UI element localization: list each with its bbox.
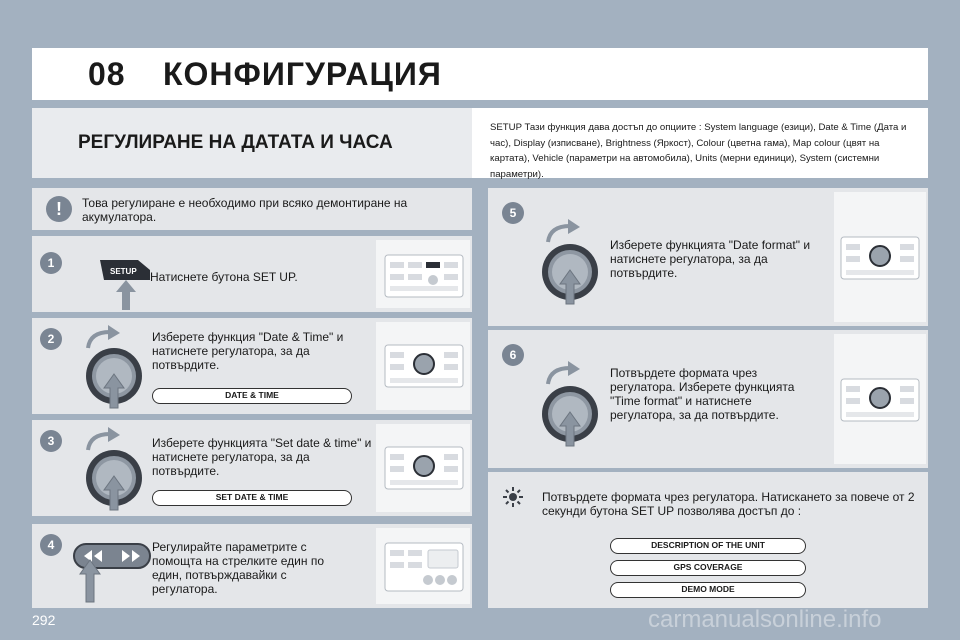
warning-icon: ! xyxy=(46,196,72,222)
info-panel xyxy=(488,472,928,608)
step-5-image xyxy=(834,192,926,322)
step-6-image xyxy=(834,334,926,464)
radio-panel-icon xyxy=(840,378,920,422)
step-4-image xyxy=(376,528,470,604)
step-6-text: Потвърдете формата чрез регулатора. Изберете функцията "Time format" и натиснете регулатора, за да потвърдите. xyxy=(610,366,795,422)
step-1-text: Натиснете бутона SET UP. xyxy=(150,270,298,284)
rotary-knob-icon[interactable] xyxy=(82,446,146,512)
watermark: carmanualsonline.info xyxy=(648,606,882,633)
step-2-menu-option[interactable]: DATE & TIME xyxy=(152,388,352,404)
warning-panel xyxy=(32,188,472,230)
step-3-menu-option[interactable]: SET DATE & TIME xyxy=(152,490,352,506)
rotary-knob-icon[interactable] xyxy=(82,344,146,410)
step-5-text: Изберете функцията "Date format" и натиснете регулатора, за да потвърдите. xyxy=(610,238,811,280)
step-4-text: Регулирайте параметрите с помощта на стрелките един по един, потвърждавайки с регулатора. xyxy=(152,540,324,596)
warning-text: Това регулиране е необходимо при всяко демонтиране на акумулатора. xyxy=(82,196,408,224)
step-3-image xyxy=(376,424,470,512)
radio-panel-icon xyxy=(840,236,920,280)
setup-button-label: SETUP xyxy=(110,267,137,276)
section-banner xyxy=(32,108,928,178)
chapter-number: 08 xyxy=(88,56,126,92)
step-4-panel xyxy=(32,524,472,608)
chapter-title: КОНФИГУРАЦИЯ xyxy=(163,56,442,92)
radio-panel-icon xyxy=(384,254,464,298)
step-2-image xyxy=(376,322,470,410)
step-2-badge: 2 xyxy=(40,328,62,350)
rotary-knob-icon[interactable] xyxy=(538,382,602,448)
step-1-image xyxy=(376,240,470,308)
step-4-badge: 4 xyxy=(40,534,62,556)
section-title: РЕГУЛИРАНЕ НА ДАТАТА И ЧАСА xyxy=(78,132,393,153)
section-description: SETUP Тази функция дава достъп до опциите : System language (езици), Date & Time (Дата и час), Display (изписване), Brightness (Яркост), Colour (цветна гама), Map colour (цвят на картата), Vehicle (параметри на автомобила), Units (мерни единици), System (системни параметри). xyxy=(490,122,907,180)
step-2-text: Изберете функция "Date & Time" и натиснете регулатора, за да потвърдите. xyxy=(152,330,344,372)
step-3-text: Изберете функцията "Set date & time" и натиснете регулатора, за да потвърдите. xyxy=(152,436,372,478)
radio-panel-icon xyxy=(384,344,464,388)
step-1-badge: 1 xyxy=(40,252,62,274)
option-description-of-the-unit[interactable]: DESCRIPTION OF THE UNIT xyxy=(610,538,806,554)
option-gps-coverage[interactable]: GPS COVERAGE xyxy=(610,560,806,576)
step-5-badge: 5 xyxy=(502,202,524,224)
rotary-knob-icon[interactable] xyxy=(538,240,602,306)
step-3-badge: 3 xyxy=(40,430,62,452)
info-text: Потвърдете формата чрез регулатора. Натискането за повече от 2 секунди бутона SET UP позволява достъп до : xyxy=(542,490,915,518)
step-6-badge: 6 xyxy=(502,344,524,366)
radio-panel-icon xyxy=(384,446,464,490)
step-1-panel xyxy=(32,236,472,312)
step-2-panel xyxy=(32,318,472,414)
step-3-panel xyxy=(32,420,472,516)
option-demo-mode[interactable]: DEMO MODE xyxy=(610,582,806,598)
step-6-panel xyxy=(488,330,928,468)
sun-icon xyxy=(502,486,524,508)
page-header xyxy=(32,48,928,100)
step-5-panel xyxy=(488,188,928,326)
setup-button-icon xyxy=(98,256,154,312)
arrow-keys-icon[interactable] xyxy=(72,534,152,604)
page-number: 292 xyxy=(32,612,56,628)
radio-panel-icon xyxy=(384,542,464,592)
